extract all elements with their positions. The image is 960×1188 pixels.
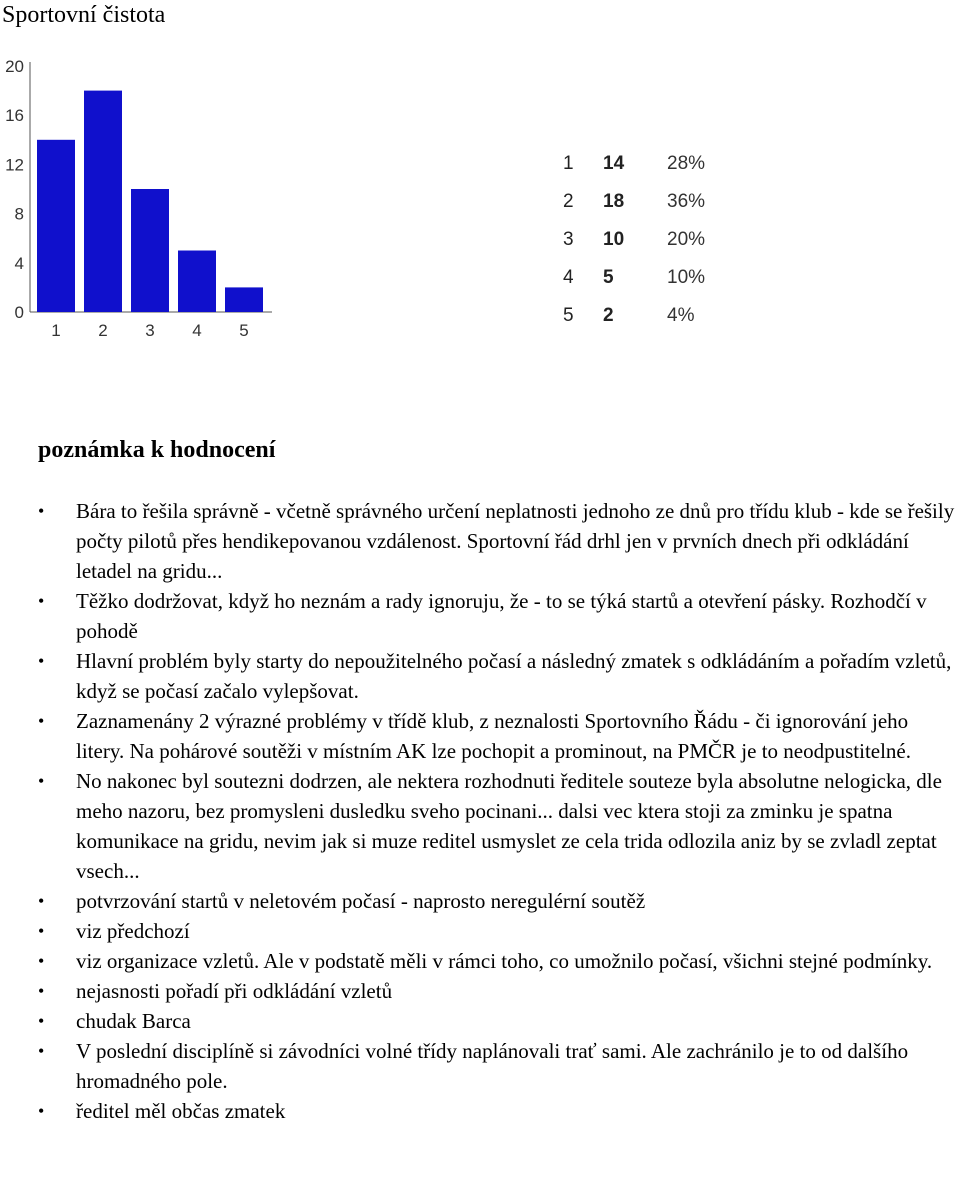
note-text: Zaznamenány 2 výrazné problémy v třídě klub, z neznalosti Sportovního Řádu - či ignorování jeho litery. Na pohárové soutěži v místním AK lze pochopit a prominout, na PMČR je to neodpustitelné. — [76, 709, 912, 763]
list-item — [38, 496, 960, 586]
note-text: V poslední disciplíně si závodníci volné třídy naplánovali trať sami. Ale zachránilo je to od dalšího hromadného pole. — [76, 1039, 909, 1093]
list-item — [38, 976, 960, 1006]
list-item — [38, 646, 960, 706]
y-tick-label: 8 — [14, 204, 24, 224]
counts-percent: 10% — [667, 267, 706, 288]
list-item — [38, 706, 960, 766]
bar — [84, 91, 122, 312]
list-item — [38, 886, 960, 916]
bullet-icon: • — [38, 501, 45, 521]
y-tick-label: 12 — [5, 155, 24, 175]
counts-count: 18 — [603, 191, 625, 212]
y-tick-label: 20 — [5, 57, 24, 76]
bar — [131, 189, 169, 312]
note-text: No nakonec byl soutezni dodrzen, ale nektera rozhodnuti ředitele souteze byla absolutne nelogicka, dle meho nazoru, bez promysleni dusledku sveho pocinani... dalsi vec ktera stoji za zminku je spatna komunikace na gridu, nevim jak si muze reditel usmyslet ze cela trida odlozila aniz by se zvladl zeptat vsech... — [76, 769, 942, 883]
counts-row-4 — [563, 259, 737, 297]
bar — [37, 140, 75, 312]
bullet-icon: • — [38, 921, 45, 941]
bullet-icon: • — [38, 591, 45, 611]
bullet-icon: • — [38, 711, 45, 731]
counts-row-5 — [563, 297, 737, 335]
counts-count: 2 — [603, 305, 614, 326]
bullet-icon: • — [38, 981, 45, 1001]
note-text: Hlavní problém byly starty do nepoužitelného počasí a následný zmatek s odkládáním a pořadím vzletů, když se počasí začalo vylepšovat. — [76, 649, 952, 703]
y-tick-label: 4 — [14, 253, 24, 273]
counts-count: 5 — [603, 267, 614, 288]
counts-count: 14 — [603, 153, 625, 174]
note-text: ředitel měl občas zmatek — [76, 1099, 286, 1123]
list-item — [38, 1036, 960, 1096]
counts-row-2 — [563, 183, 737, 221]
list-item — [38, 1096, 960, 1126]
note-text: viz organizace vzletů. Ale v podstatě měli v rámci toho, co umožnilo počasí, všichni stejné podmínky. — [76, 949, 933, 973]
counts-count: 10 — [603, 229, 625, 250]
note-text: Bára to řešila správně - včetně správného určení neplatnosti jednoho ze dnů pro třídu klub - kde se řešily počty pilotů přes hendikepovanou vzdálenost. Sportovní řád drhl jen v prvních dnech při odkládání letadel na gridu... — [76, 499, 955, 583]
bullet-icon: • — [38, 651, 45, 671]
note-text: nejasnosti pořadí při odkládání vzletů — [76, 979, 393, 1003]
counts-percent: 20% — [667, 229, 706, 250]
page-title: Sportovní čistota — [2, 2, 166, 28]
counts-rating: 5 — [563, 305, 574, 326]
y-tick-label: 0 — [14, 303, 24, 322]
counts-rating: 3 — [563, 229, 574, 250]
bar — [178, 251, 216, 313]
counts-row-1 — [563, 145, 737, 183]
list-item — [38, 1006, 960, 1036]
x-tick-label: 5 — [239, 321, 249, 340]
bullet-icon: • — [38, 771, 45, 791]
list-item — [38, 766, 960, 886]
counts-percent: 28% — [667, 153, 706, 174]
bullet-icon: • — [38, 1011, 45, 1031]
list-item — [38, 916, 960, 946]
counts-rating: 2 — [563, 191, 574, 212]
counts-table — [563, 145, 737, 335]
counts-percent: 36% — [667, 191, 706, 212]
counts-row-3 — [563, 221, 737, 259]
list-item — [38, 946, 960, 976]
x-tick-label: 3 — [145, 321, 155, 340]
bar — [225, 287, 263, 312]
note-text: viz předchozí — [76, 919, 190, 943]
note-text: chudak Barca — [76, 1009, 191, 1033]
x-tick-label: 1 — [51, 321, 61, 340]
counts-percent: 4% — [667, 305, 695, 326]
y-tick-label: 16 — [5, 106, 24, 126]
counts-rating: 1 — [563, 153, 574, 174]
bullet-icon: • — [38, 891, 45, 911]
x-tick-label: 2 — [98, 321, 108, 340]
x-tick-label: 4 — [192, 321, 202, 340]
bullet-icon: • — [38, 1101, 45, 1121]
notes-heading: poznámka k hodnocení — [38, 437, 276, 463]
rating-bar-chart — [0, 50, 300, 350]
notes-list — [38, 496, 960, 1126]
note-text: Těžko dodržovat, když ho neznám a rady ignoruju, že - to se týká startů a otevření pásky. Rozhodčí v pohodě — [76, 589, 927, 643]
note-text: potvrzování startů v neletovém počasí - naprosto neregulérní soutěž — [76, 889, 646, 913]
bullet-icon: • — [38, 1041, 45, 1061]
counts-rating: 4 — [563, 267, 574, 288]
list-item — [38, 586, 960, 646]
bullet-icon: • — [38, 951, 45, 971]
